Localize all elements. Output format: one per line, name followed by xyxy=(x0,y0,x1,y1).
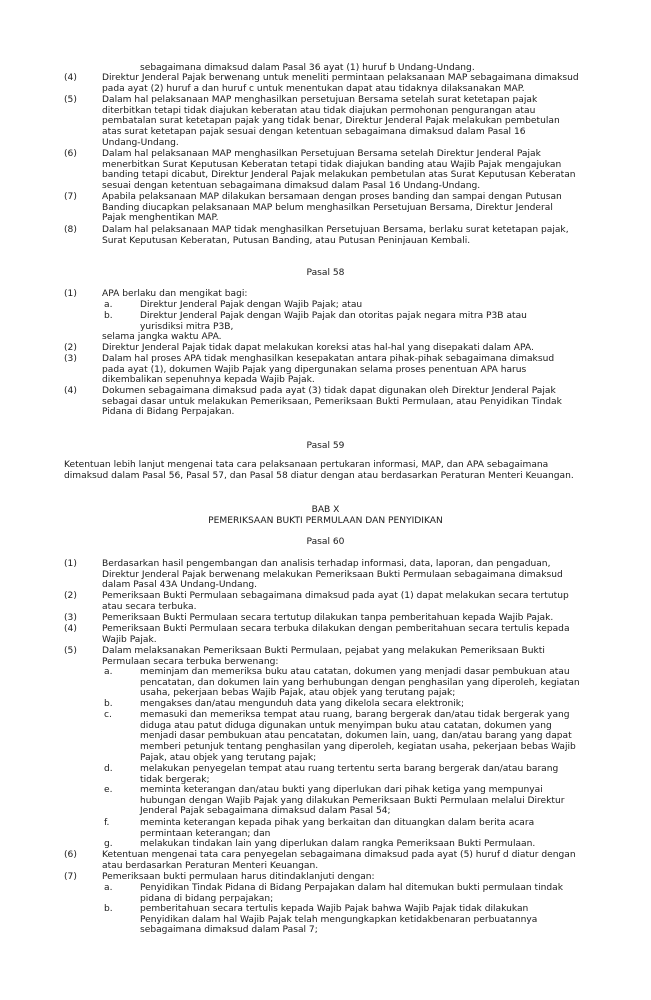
paragraph-item xyxy=(102,73,579,94)
text-line: yurisdiksi mitra P3B, xyxy=(140,321,234,332)
text-line: permintaan keterangan; dan xyxy=(140,828,271,839)
text-line: atau secara terbuka. xyxy=(102,601,197,612)
paragraph-number: (8) xyxy=(64,225,77,235)
paragraph-item xyxy=(102,591,569,612)
paragraph-number: (4) xyxy=(64,386,77,396)
text-line: Dalam hal pelaksanaan MAP menghasilkan persetujuan Bersama setelah surat ketetapan pajak xyxy=(102,95,538,105)
sub-item xyxy=(140,699,464,710)
sub-item xyxy=(140,785,564,817)
paragraph-item xyxy=(102,95,560,149)
text-line: Pidana di Bidang Perpajakan. xyxy=(102,407,235,418)
section-heading: Pasal 58 xyxy=(306,268,345,278)
sub-item xyxy=(140,311,527,332)
paragraph-item xyxy=(102,343,534,354)
text-line: meminjam dan memeriksa buku atau catatan, dokumen yang menjadi dasar pembukuan atau xyxy=(140,667,570,677)
paragraph-item xyxy=(102,354,554,386)
paragraph-item xyxy=(102,559,563,591)
text-line: pemberitahuan secara tertulis kepada Wajib Pajak bahwa Wajib Pajak tidak dilakukan xyxy=(140,904,529,914)
text-line: selama jangka waktu APA. xyxy=(102,332,222,342)
paragraph-number: (5) xyxy=(64,646,77,656)
text-line: dimaksud dalam Pasal 56, Pasal 57, dan Pasal 58 diatur dengan atau berdasarkan Peraturan Menteri Keuangan. xyxy=(64,470,574,481)
paragraph-item xyxy=(102,289,247,300)
paragraph-item xyxy=(102,149,576,192)
text-line: Direktur Jenderal Pajak berwenang untuk meneliti permintaan pelaksanaan MAP sebagaimana dimaksud xyxy=(102,73,579,83)
section-heading: Pasal 59 xyxy=(306,441,345,451)
sub-item-letter: a. xyxy=(104,300,113,310)
section-heading: PEMERIKSAAN BUKTI PERMULAAN DAN PENYIDIKAN xyxy=(208,516,443,526)
text-line: Dokumen sebagaimana dimaksud pada ayat (3) tidak dapat digunakan oleh Direktur Jenderal Pajak xyxy=(102,386,556,396)
text-line: Pajak menghentikan MAP. xyxy=(102,213,219,224)
text-line: sebagaimana dimaksud dalam Pasal 7; xyxy=(140,925,318,936)
text-line: Pemeriksaan bukti permulaan harus ditindaklanjuti dengan: xyxy=(102,872,375,882)
text-line: Penyidikan Tindak Pidana di Bidang Perpajakan dalam hal ditemukan bukti permulaan tindak xyxy=(140,883,564,893)
paragraph-number: (2) xyxy=(64,591,77,601)
text-line: Direktur Jenderal Pajak berwenang melakukan Pemeriksaan Bukti Permulaan sebagaimana dimaksud xyxy=(102,569,563,580)
text-line: atau berdasarkan Peraturan Menteri Keuangan. xyxy=(102,860,319,871)
paragraph-number: (3) xyxy=(64,354,77,364)
text-line: menjadi dasar pembukuan atau pencatatan, dokumen lain, uang, dan/atau barang yang dapat xyxy=(140,731,572,742)
text-line: diduga atau patut diduga digunakan untuk menyimpan buku atau catatan, dokumen yang xyxy=(140,720,552,731)
text-line: tidak bergerak; xyxy=(140,774,210,785)
sub-item xyxy=(140,300,362,311)
continuation-text xyxy=(102,332,222,343)
sub-item-letter: b. xyxy=(104,699,113,709)
paragraph-number: (3) xyxy=(64,613,77,623)
text-line: Undang-Undang. xyxy=(102,137,179,148)
text-line: sebagai dasar untuk melakukan Pemeriksaan, Pemeriksaan Bukti Permulaan, atau Penyidikan Tindak xyxy=(102,396,562,407)
text-line: meminta keterangan kepada pihak yang berkaitan dan dituangkan dalam berita acara xyxy=(140,818,535,828)
sub-item xyxy=(140,764,558,785)
text-line: pada ayat (1), dokumen Wajib Pajak yang dipergunakan selama proses penentuan APA harus xyxy=(102,364,527,375)
paragraph-item xyxy=(102,192,562,224)
text-line: melakukan penyegelan tempat atau ruang tertentu serta barang bergerak dan/atau barang xyxy=(140,764,559,774)
text-line: Jenderal Pajak sebagaimana dimaksud dalam Pasal 54; xyxy=(140,806,391,817)
text-line: memasuki dan memeriksa tempat atau ruang, barang bergerak dan/atau tidak bergerak yang xyxy=(140,710,570,720)
text-line: Direktur Jenderal Pajak tidak dapat melakukan koreksi atas hal-hal yang disepakati dalam APA. xyxy=(102,343,534,353)
sub-item xyxy=(140,839,535,850)
text-line: Berdasarkan hasil pengembangan dan analisis terhadap informasi, data, laporan, dan pengaduan, xyxy=(102,559,551,569)
text-line: atas surat ketetapan pajak sesuai dengan ketentuan sebagaimana dimaksud dalam Pasal 16 xyxy=(102,127,526,138)
text-line: meminta keterangan dan/atau bukti yang diperlukan dari pihak ketiga yang mempunyai xyxy=(140,785,543,795)
text-line: Ketentuan mengenai tata cara penyegelan sebagaimana dimaksud pada ayat (5) huruf d diatur dengan xyxy=(102,850,576,860)
sub-item-letter: e. xyxy=(104,785,113,795)
text-line: dalam Pasal 43A Undang-Undang. xyxy=(102,580,258,591)
text-line: banding tetapi dicabut, Direktur Jenderal Pajak melakukan pembetulan atas Surat Keputusan Keberatan xyxy=(102,170,576,181)
text-line: pencatatan, dan dokumen lain yang berhubungan dengan penghasilan yang diperoleh, kegiatan xyxy=(140,677,580,688)
sub-item xyxy=(140,883,563,904)
paragraph-item xyxy=(102,613,553,624)
text-line: Direktur Jenderal Pajak dengan Wajib Pajak dan otoritas pajak negara mitra P3B atau xyxy=(140,311,527,321)
paragraph-number: (5) xyxy=(64,95,77,105)
text-line: APA berlaku dan mengikat bagi: xyxy=(102,289,248,299)
paragraph-number: (7) xyxy=(64,192,77,202)
sub-item-letter: d. xyxy=(104,764,113,774)
text-line: Direktur Jenderal Pajak dengan Wajib Pajak; atau xyxy=(140,300,363,310)
text-line: pidana di bidang perpajakan; xyxy=(140,893,274,904)
text-line: Banding diucapkan pelaksanaan MAP belum menghasilkan Persetujuan Bersama, Direktur Jenderal xyxy=(102,202,553,213)
text-line: diterbitkan tetapi tidak diajukan keberatan atau tidak diajukan permohonan pengurangan atau xyxy=(102,105,536,116)
paragraph-item xyxy=(102,646,545,667)
text-line: pada ayat (2) huruf a dan huruf c untuk menentukan dapat atau tidaknya dilaksanakan MAP. xyxy=(102,83,525,94)
text-line: Dalam hal proses APA tidak menghasilkan kesepakatan antara pihak-pihak sebagaimana dimaksud xyxy=(102,354,555,364)
text-line: Pajak, atau objek yang terutang pajak; xyxy=(140,752,317,763)
text-line: Pemeriksaan Bukti Permulaan secara tertutup dilakukan tanpa pemberitahuan kepada Wajib Pajak. xyxy=(102,613,554,623)
paragraph-item xyxy=(102,624,570,645)
text-line: Wajib Pajak. xyxy=(102,634,157,645)
sub-item-letter: b. xyxy=(104,311,113,321)
text-line: Pemeriksaan Bukti Permulaan secara terbuka dilakukan dengan pemberitahuan secara tertulis kepada xyxy=(102,624,570,634)
sub-item-letter: g. xyxy=(104,839,113,849)
paragraph-number: (1) xyxy=(64,289,77,299)
sub-item xyxy=(140,667,580,699)
text-line: Permulaan secara terbuka berwenang: xyxy=(102,656,279,667)
text-line: memberi petunjuk tentang penghasilan yang diperoleh, kegiatan usaha, pekerjaan bebas Wajib xyxy=(140,742,576,753)
paragraph-item xyxy=(102,872,375,883)
paragraph-item xyxy=(102,225,569,246)
text-line: Apabila pelaksanaan MAP dilakukan bersamaan dengan proses banding dan sampai dengan Putusan xyxy=(102,192,562,202)
paragraph-item xyxy=(102,386,562,418)
text-line: usaha, pekerjaan bebas Wajib Pajak, atau objek yang terutang pajak; xyxy=(140,688,456,699)
paragraph-number: (6) xyxy=(64,149,77,159)
text-line: hubungan dengan Wajib Pajak yang dilakukan Pemeriksaan Bukti Permulaan melalui Direktur xyxy=(140,795,565,806)
paragraph-number: (1) xyxy=(64,559,77,569)
text-line: Surat Keputusan Keberatan, Putusan Banding, atau Putusan Peninjauan Kembali. xyxy=(102,235,471,246)
text-line: Ketentuan lebih lanjut mengenai tata cara pelaksanaan pertukaran informasi, MAP, dan APA sebagaimana xyxy=(64,460,549,470)
sub-item-letter: a. xyxy=(104,667,113,677)
paragraph-number: (7) xyxy=(64,872,77,882)
sub-item-letter: a. xyxy=(104,883,113,893)
body-paragraph xyxy=(64,460,574,481)
paragraph-number: (4) xyxy=(64,624,77,634)
paragraph-number: (6) xyxy=(64,850,77,860)
sub-item xyxy=(140,904,537,936)
sub-item xyxy=(140,818,534,839)
text-line: Pemeriksaan Bukti Permulaan sebagaimana dimaksud pada ayat (1) dapat melakukan secara tertutup xyxy=(102,591,569,601)
text-line: mengakses dan/atau mengunduh data yang dikelola secara elektronik; xyxy=(140,699,465,709)
text-line: melakukan tindakan lain yang diperlukan dalam rangka Pemeriksaan Bukti Permulaan. xyxy=(140,839,536,849)
text-line: Dalam melaksanakan Pemeriksaan Bukti Permulaan, pejabat yang melakukan Pemeriksaan Bukti xyxy=(102,646,545,656)
sub-item-letter: f. xyxy=(104,818,110,828)
section-heading: BAB X xyxy=(311,505,340,515)
text-line: Dalam hal pelaksanaan MAP menghasilkan Persetujuan Bersama setelah Direktur Jenderal Pajak xyxy=(102,149,541,159)
paragraph-number: (2) xyxy=(64,343,77,353)
text-line: dikembalikan sepenuhnya kepada Wajib Pajak. xyxy=(102,375,315,386)
text-line: pembatalan surat ketetapan pajak yang tidak benar, Direktur Jenderal Pajak melakukan pembetulan xyxy=(102,116,560,127)
sub-item-letter: b. xyxy=(104,904,113,914)
text-line: sesuai dengan ketentuan sebagaimana dimaksud dalam Pasal 16 Undang-Undang. xyxy=(102,181,481,192)
sub-item xyxy=(140,710,576,764)
text-line: Penyidikan dalam hal Wajib Pajak telah mengungkapkan ketidakbenaran perbuatannya xyxy=(140,914,538,925)
paragraph-number: (4) xyxy=(64,73,77,83)
text-line: menerbitkan Surat Keputusan Keberatan tetapi tidak diajukan banding atau Wajib Pajak mengajukan xyxy=(102,159,562,170)
text-line: sebagaimana dimaksud dalam Pasal 36 ayat (1) huruf b Undang-Undang. xyxy=(140,63,475,73)
paragraph-item xyxy=(102,850,576,871)
sub-item-letter: c. xyxy=(104,710,112,720)
text-line: Dalam hal pelaksanaan MAP tidak menghasilkan Persetujuan Bersama, berlaku surat ketetapan pajak, xyxy=(102,225,569,235)
section-heading: Pasal 60 xyxy=(306,537,345,547)
